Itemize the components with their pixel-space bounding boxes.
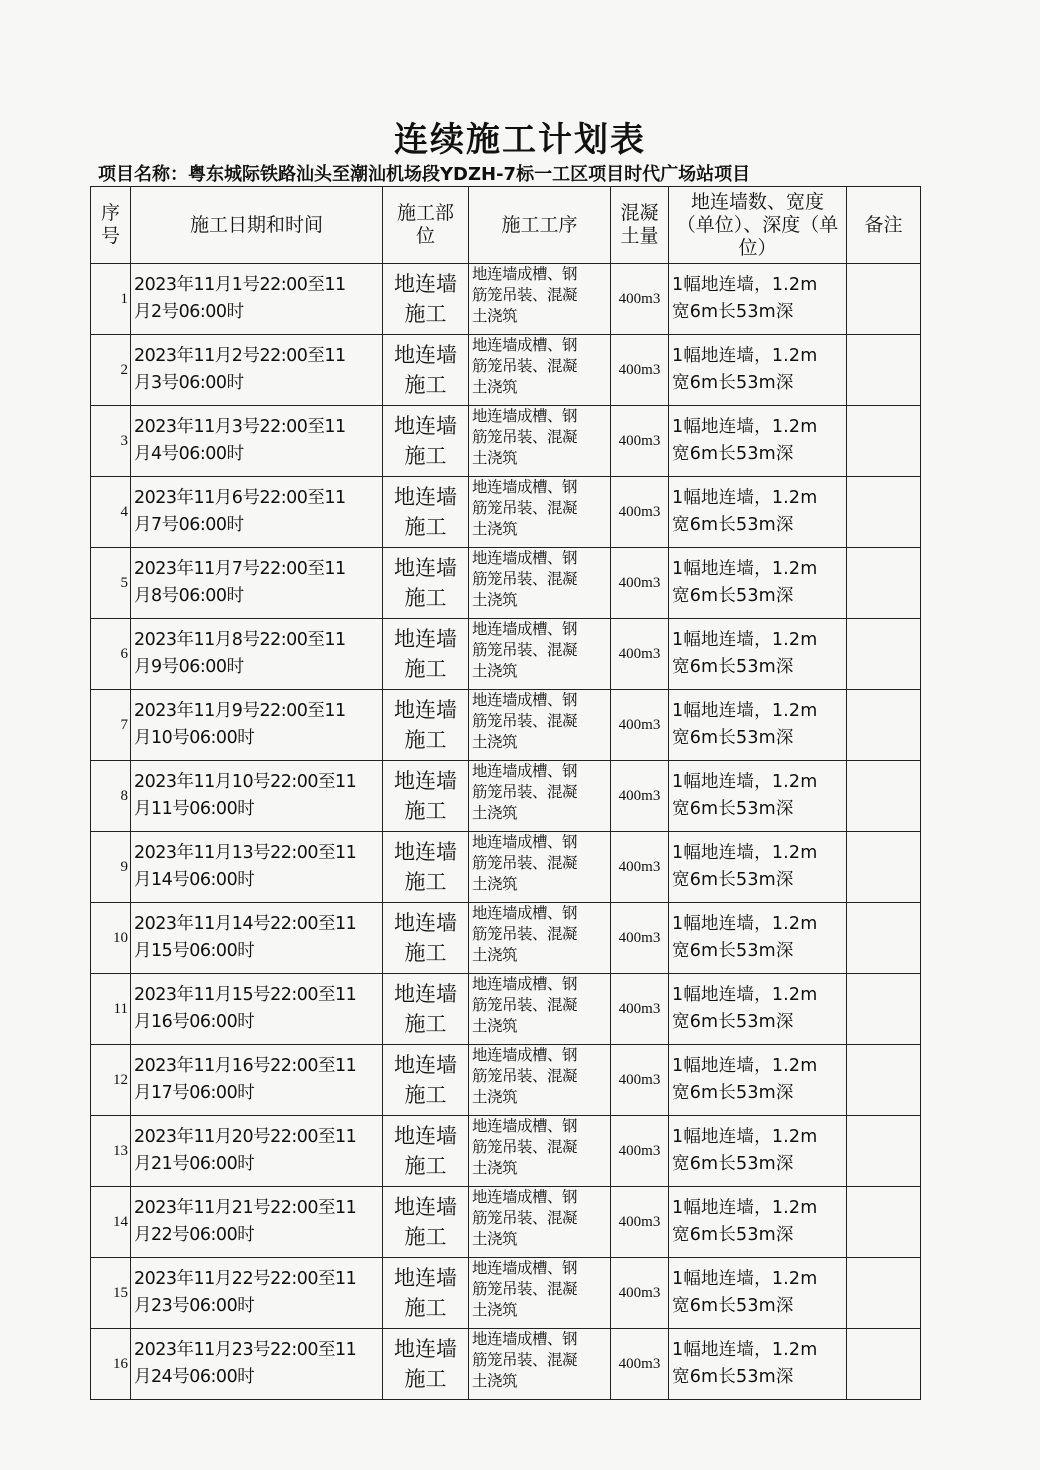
header-seq: 序号 [91,187,131,264]
wall-line: 1幅地连墙，1.2m [672,630,818,650]
row-part [383,406,469,477]
datetime-line: 2023年11月14号22:00至11 [134,914,357,934]
row-datetime [131,406,383,477]
wall-line: 1幅地连墙，1.2m [672,843,818,863]
row-wall [669,903,847,974]
process-line: 地连墙成槽、钢 [472,975,578,993]
part-line: 地连墙 [394,982,457,1006]
part-line: 地连墙 [394,556,457,580]
datetime-line: 2023年11月20号22:00至11 [134,1127,357,1147]
process-line: 地连墙成槽、钢 [472,1188,578,1206]
part-line: 地连墙 [394,1266,457,1290]
document-title: 连续施工计划表 [394,120,646,160]
table-row [91,974,921,1045]
row-note [847,548,921,619]
row-concrete: 400m3 [611,832,669,903]
process-line: 土浇筑 [472,1230,518,1248]
row-datetime [131,477,383,548]
row-part [383,548,469,619]
datetime-line: 月2号06:00时 [134,302,244,322]
datetime-line: 月23号06:00时 [134,1296,255,1316]
process-line: 地连墙成槽、钢 [472,1046,578,1064]
row-concrete: 400m3 [611,903,669,974]
part-line: 施工 [404,302,447,326]
part-line: 施工 [404,373,447,397]
process-line: 地连墙成槽、钢 [472,1330,578,1348]
process-line: 筋笼吊装、混凝 [472,1209,578,1227]
row-concrete: 400m3 [611,335,669,406]
wall-line: 1幅地连墙，1.2m [672,346,818,366]
row-wall [669,832,847,903]
row-note [847,832,921,903]
row-datetime [131,1258,383,1329]
datetime-line: 2023年11月9号22:00至11 [134,701,346,721]
row-note [847,264,921,335]
part-line: 地连墙 [394,1053,457,1077]
row-process [469,1045,611,1116]
row-part [383,1258,469,1329]
datetime-line: 月8号06:00时 [134,586,244,606]
table-row [91,690,921,761]
process-line: 筋笼吊装、混凝 [472,712,578,730]
row-seq: 13 [91,1116,131,1187]
row-datetime [131,264,383,335]
datetime-line: 2023年11月10号22:00至11 [134,772,357,792]
table-row [91,619,921,690]
header-datetime: 施工日期和时间 [131,187,383,264]
table-row [91,1116,921,1187]
datetime-line: 月10号06:00时 [134,728,255,748]
process-line: 筋笼吊装、混凝 [472,996,578,1014]
datetime-line: 2023年11月1号22:00至11 [134,275,346,295]
wall-line: 1幅地连墙，1.2m [672,1127,818,1147]
row-datetime [131,335,383,406]
row-datetime [131,690,383,761]
process-line: 地连墙成槽、钢 [472,478,578,496]
table-row [91,264,921,335]
wall-line: 宽6m长53m深 [672,1083,794,1103]
part-line: 地连墙 [394,1195,457,1219]
process-line: 地连墙成槽、钢 [472,620,578,638]
process-line: 土浇筑 [472,591,518,609]
wall-line: 1幅地连墙，1.2m [672,914,818,934]
row-seq: 16 [91,1329,131,1400]
wall-line: 宽6m长53m深 [672,870,794,890]
wall-line: 宽6m长53m深 [672,728,794,748]
header-process: 施工工序 [469,187,611,264]
wall-line: 宽6m长53m深 [672,373,794,393]
row-process [469,264,611,335]
part-line: 施工 [404,799,447,823]
part-line: 地连墙 [394,1124,457,1148]
process-line: 土浇筑 [472,662,518,680]
process-line: 地连墙成槽、钢 [472,833,578,851]
row-note [847,406,921,477]
row-process [469,832,611,903]
row-process [469,690,611,761]
row-concrete: 400m3 [611,1187,669,1258]
row-datetime [131,1045,383,1116]
part-line: 地连墙 [394,485,457,509]
part-line: 地连墙 [394,840,457,864]
row-seq: 12 [91,1045,131,1116]
row-wall [669,1258,847,1329]
row-process [469,903,611,974]
row-part [383,1187,469,1258]
table-row [91,1187,921,1258]
datetime-line: 月21号06:00时 [134,1154,255,1174]
part-line: 地连墙 [394,272,457,296]
datetime-line: 月22号06:00时 [134,1225,255,1245]
part-line: 施工 [404,870,447,894]
process-line: 筋笼吊装、混凝 [472,428,578,446]
datetime-line: 2023年11月21号22:00至11 [134,1198,357,1218]
row-concrete: 400m3 [611,619,669,690]
part-line: 地连墙 [394,911,457,935]
row-seq: 1 [91,264,131,335]
row-note [847,903,921,974]
process-line: 土浇筑 [472,1372,518,1390]
part-line: 施工 [404,1367,447,1391]
part-line: 地连墙 [394,414,457,438]
datetime-line: 月7号06:00时 [134,515,244,535]
process-line: 土浇筑 [472,804,518,822]
part-line: 施工 [404,1012,447,1036]
row-part [383,619,469,690]
row-seq: 14 [91,1187,131,1258]
process-line: 土浇筑 [472,520,518,538]
row-seq: 7 [91,690,131,761]
part-line: 施工 [404,1296,447,1320]
wall-line: 1幅地连墙，1.2m [672,701,818,721]
process-line: 地连墙成槽、钢 [472,762,578,780]
part-line: 施工 [404,941,447,965]
row-wall [669,548,847,619]
row-concrete: 400m3 [611,761,669,832]
wall-line: 1幅地连墙，1.2m [672,275,818,295]
row-datetime [131,1329,383,1400]
row-wall [669,406,847,477]
wall-line: 宽6m长53m深 [672,1225,794,1245]
row-part [383,1116,469,1187]
row-note [847,761,921,832]
header-note: 备注 [847,187,921,264]
row-process [469,619,611,690]
row-concrete: 400m3 [611,1258,669,1329]
process-line: 筋笼吊装、混凝 [472,570,578,588]
row-datetime [131,832,383,903]
part-line: 施工 [404,1083,447,1107]
row-process [469,1329,611,1400]
process-line: 筋笼吊装、混凝 [472,854,578,872]
row-seq: 10 [91,903,131,974]
datetime-line: 2023年11月16号22:00至11 [134,1056,357,1076]
row-seq: 9 [91,832,131,903]
row-note [847,477,921,548]
wall-line: 1幅地连墙，1.2m [672,559,818,579]
datetime-line: 2023年11月22号22:00至11 [134,1269,357,1289]
row-note [847,1187,921,1258]
table-row [91,406,921,477]
row-part [383,690,469,761]
wall-line: 宽6m长53m深 [672,1367,794,1387]
datetime-line: 2023年11月2号22:00至11 [134,346,346,366]
row-note [847,1045,921,1116]
row-wall [669,619,847,690]
table-row [91,903,921,974]
table-row [91,1045,921,1116]
row-process [469,1116,611,1187]
row-concrete: 400m3 [611,1045,669,1116]
process-line: 筋笼吊装、混凝 [472,783,578,801]
part-line: 施工 [404,1154,447,1178]
wall-line: 宽6m长53m深 [672,586,794,606]
process-line: 地连墙成槽、钢 [472,691,578,709]
datetime-line: 月17号06:00时 [134,1083,255,1103]
part-line: 地连墙 [394,1337,457,1361]
row-concrete: 400m3 [611,548,669,619]
wall-line: 宽6m长53m深 [672,515,794,535]
row-note [847,1258,921,1329]
wall-line: 1幅地连墙，1.2m [672,1198,818,1218]
table-row [91,1258,921,1329]
datetime-line: 月11号06:00时 [134,799,255,819]
wall-line: 宽6m长53m深 [672,657,794,677]
part-line: 地连墙 [394,627,457,651]
part-line: 施工 [404,1225,447,1249]
row-seq: 15 [91,1258,131,1329]
table-row [91,1329,921,1400]
datetime-line: 月14号06:00时 [134,870,255,890]
table-row [91,477,921,548]
wall-line: 宽6m长53m深 [672,302,794,322]
row-process [469,974,611,1045]
row-seq: 5 [91,548,131,619]
row-process [469,1258,611,1329]
row-part [383,264,469,335]
table-header-row [91,187,921,264]
process-line: 筋笼吊装、混凝 [472,1351,578,1369]
row-part [383,335,469,406]
row-wall [669,1045,847,1116]
datetime-line: 2023年11月15号22:00至11 [134,985,357,1005]
process-line: 地连墙成槽、钢 [472,336,578,354]
row-process [469,406,611,477]
table-row [91,761,921,832]
row-concrete: 400m3 [611,477,669,548]
row-datetime [131,1116,383,1187]
header-part: 施工部位 [383,187,469,264]
process-line: 土浇筑 [472,1017,518,1035]
process-line: 地连墙成槽、钢 [472,549,578,567]
process-line: 土浇筑 [472,1088,518,1106]
row-process [469,548,611,619]
process-line: 筋笼吊装、混凝 [472,925,578,943]
row-concrete: 400m3 [611,1329,669,1400]
datetime-line: 2023年11月3号22:00至11 [134,417,346,437]
row-seq: 4 [91,477,131,548]
row-wall [669,974,847,1045]
wall-line: 1幅地连墙，1.2m [672,772,818,792]
row-note [847,1116,921,1187]
project-name: 项目名称：粤东城际铁路汕头至潮汕机场段YDZH-7标一工区项目时代广场站项目 [98,164,751,185]
row-wall [669,1187,847,1258]
part-line: 地连墙 [394,343,457,367]
process-line: 筋笼吊装、混凝 [472,499,578,517]
row-part [383,903,469,974]
datetime-line: 月9号06:00时 [134,657,244,677]
wall-line: 1幅地连墙，1.2m [672,1056,818,1076]
process-line: 筋笼吊装、混凝 [472,286,578,304]
row-seq: 3 [91,406,131,477]
row-note [847,1329,921,1400]
datetime-line: 月4号06:00时 [134,444,244,464]
process-line: 筋笼吊装、混凝 [472,1067,578,1085]
wall-line: 1幅地连墙，1.2m [672,1269,818,1289]
row-wall [669,264,847,335]
part-line: 施工 [404,728,447,752]
datetime-line: 2023年11月6号22:00至11 [134,488,346,508]
process-line: 土浇筑 [472,733,518,751]
row-process [469,1187,611,1258]
row-seq: 8 [91,761,131,832]
header-concrete: 混凝土量 [611,187,669,264]
row-seq: 11 [91,974,131,1045]
row-concrete: 400m3 [611,974,669,1045]
process-line: 土浇筑 [472,946,518,964]
process-line: 筋笼吊装、混凝 [472,1138,578,1156]
process-line: 筋笼吊装、混凝 [472,357,578,375]
datetime-line: 2023年11月13号22:00至11 [134,843,357,863]
process-line: 土浇筑 [472,378,518,396]
header-wall: 地连墙数、宽度（单位）、深度（单位） [669,187,847,264]
datetime-line: 月24号06:00时 [134,1367,255,1387]
wall-line: 1幅地连墙，1.2m [672,985,818,1005]
process-line: 地连墙成槽、钢 [472,904,578,922]
table-row [91,548,921,619]
row-datetime [131,1187,383,1258]
row-part [383,477,469,548]
row-concrete: 400m3 [611,264,669,335]
process-line: 筋笼吊装、混凝 [472,641,578,659]
row-seq: 6 [91,619,131,690]
row-part [383,974,469,1045]
wall-line: 宽6m长53m深 [672,444,794,464]
datetime-line: 月15号06:00时 [134,941,255,961]
row-concrete: 400m3 [611,406,669,477]
wall-line: 1幅地连墙，1.2m [672,1340,818,1360]
row-note [847,690,921,761]
row-datetime [131,619,383,690]
process-line: 土浇筑 [472,1301,518,1319]
row-wall [669,477,847,548]
datetime-line: 2023年11月23号22:00至11 [134,1340,357,1360]
row-part [383,761,469,832]
part-line: 施工 [404,515,447,539]
wall-line: 宽6m长53m深 [672,1154,794,1174]
row-concrete: 400m3 [611,690,669,761]
row-note [847,619,921,690]
process-line: 地连墙成槽、钢 [472,1259,578,1277]
wall-line: 宽6m长53m深 [672,799,794,819]
table-row [91,832,921,903]
wall-line: 宽6m长53m深 [672,941,794,961]
row-note [847,974,921,1045]
process-line: 地连墙成槽、钢 [472,265,578,283]
construction-plan-table [90,186,921,1400]
row-wall [669,690,847,761]
row-part [383,832,469,903]
row-part [383,1329,469,1400]
datetime-line: 2023年11月8号22:00至11 [134,630,346,650]
row-process [469,335,611,406]
row-concrete: 400m3 [611,1116,669,1187]
process-line: 土浇筑 [472,449,518,467]
datetime-line: 月16号06:00时 [134,1012,255,1032]
part-line: 地连墙 [394,769,457,793]
process-line: 土浇筑 [472,307,518,325]
row-wall [669,1116,847,1187]
row-seq: 2 [91,335,131,406]
process-line: 土浇筑 [472,1159,518,1177]
process-line: 地连墙成槽、钢 [472,407,578,425]
row-datetime [131,548,383,619]
wall-line: 1幅地连墙，1.2m [672,488,818,508]
row-wall [669,335,847,406]
part-line: 施工 [404,586,447,610]
part-line: 施工 [404,444,447,468]
table-row [91,335,921,406]
process-line: 地连墙成槽、钢 [472,1117,578,1135]
wall-line: 宽6m长53m深 [672,1296,794,1316]
part-line: 地连墙 [394,698,457,722]
row-wall [669,1329,847,1400]
process-line: 土浇筑 [472,875,518,893]
wall-line: 1幅地连墙，1.2m [672,417,818,437]
row-process [469,477,611,548]
row-datetime [131,761,383,832]
row-wall [669,761,847,832]
row-datetime [131,974,383,1045]
part-line: 施工 [404,657,447,681]
row-part [383,1045,469,1116]
datetime-line: 2023年11月7号22:00至11 [134,559,346,579]
wall-line: 宽6m长53m深 [672,1012,794,1032]
row-note [847,335,921,406]
row-datetime [131,903,383,974]
row-process [469,761,611,832]
datetime-line: 月3号06:00时 [134,373,244,393]
process-line: 筋笼吊装、混凝 [472,1280,578,1298]
